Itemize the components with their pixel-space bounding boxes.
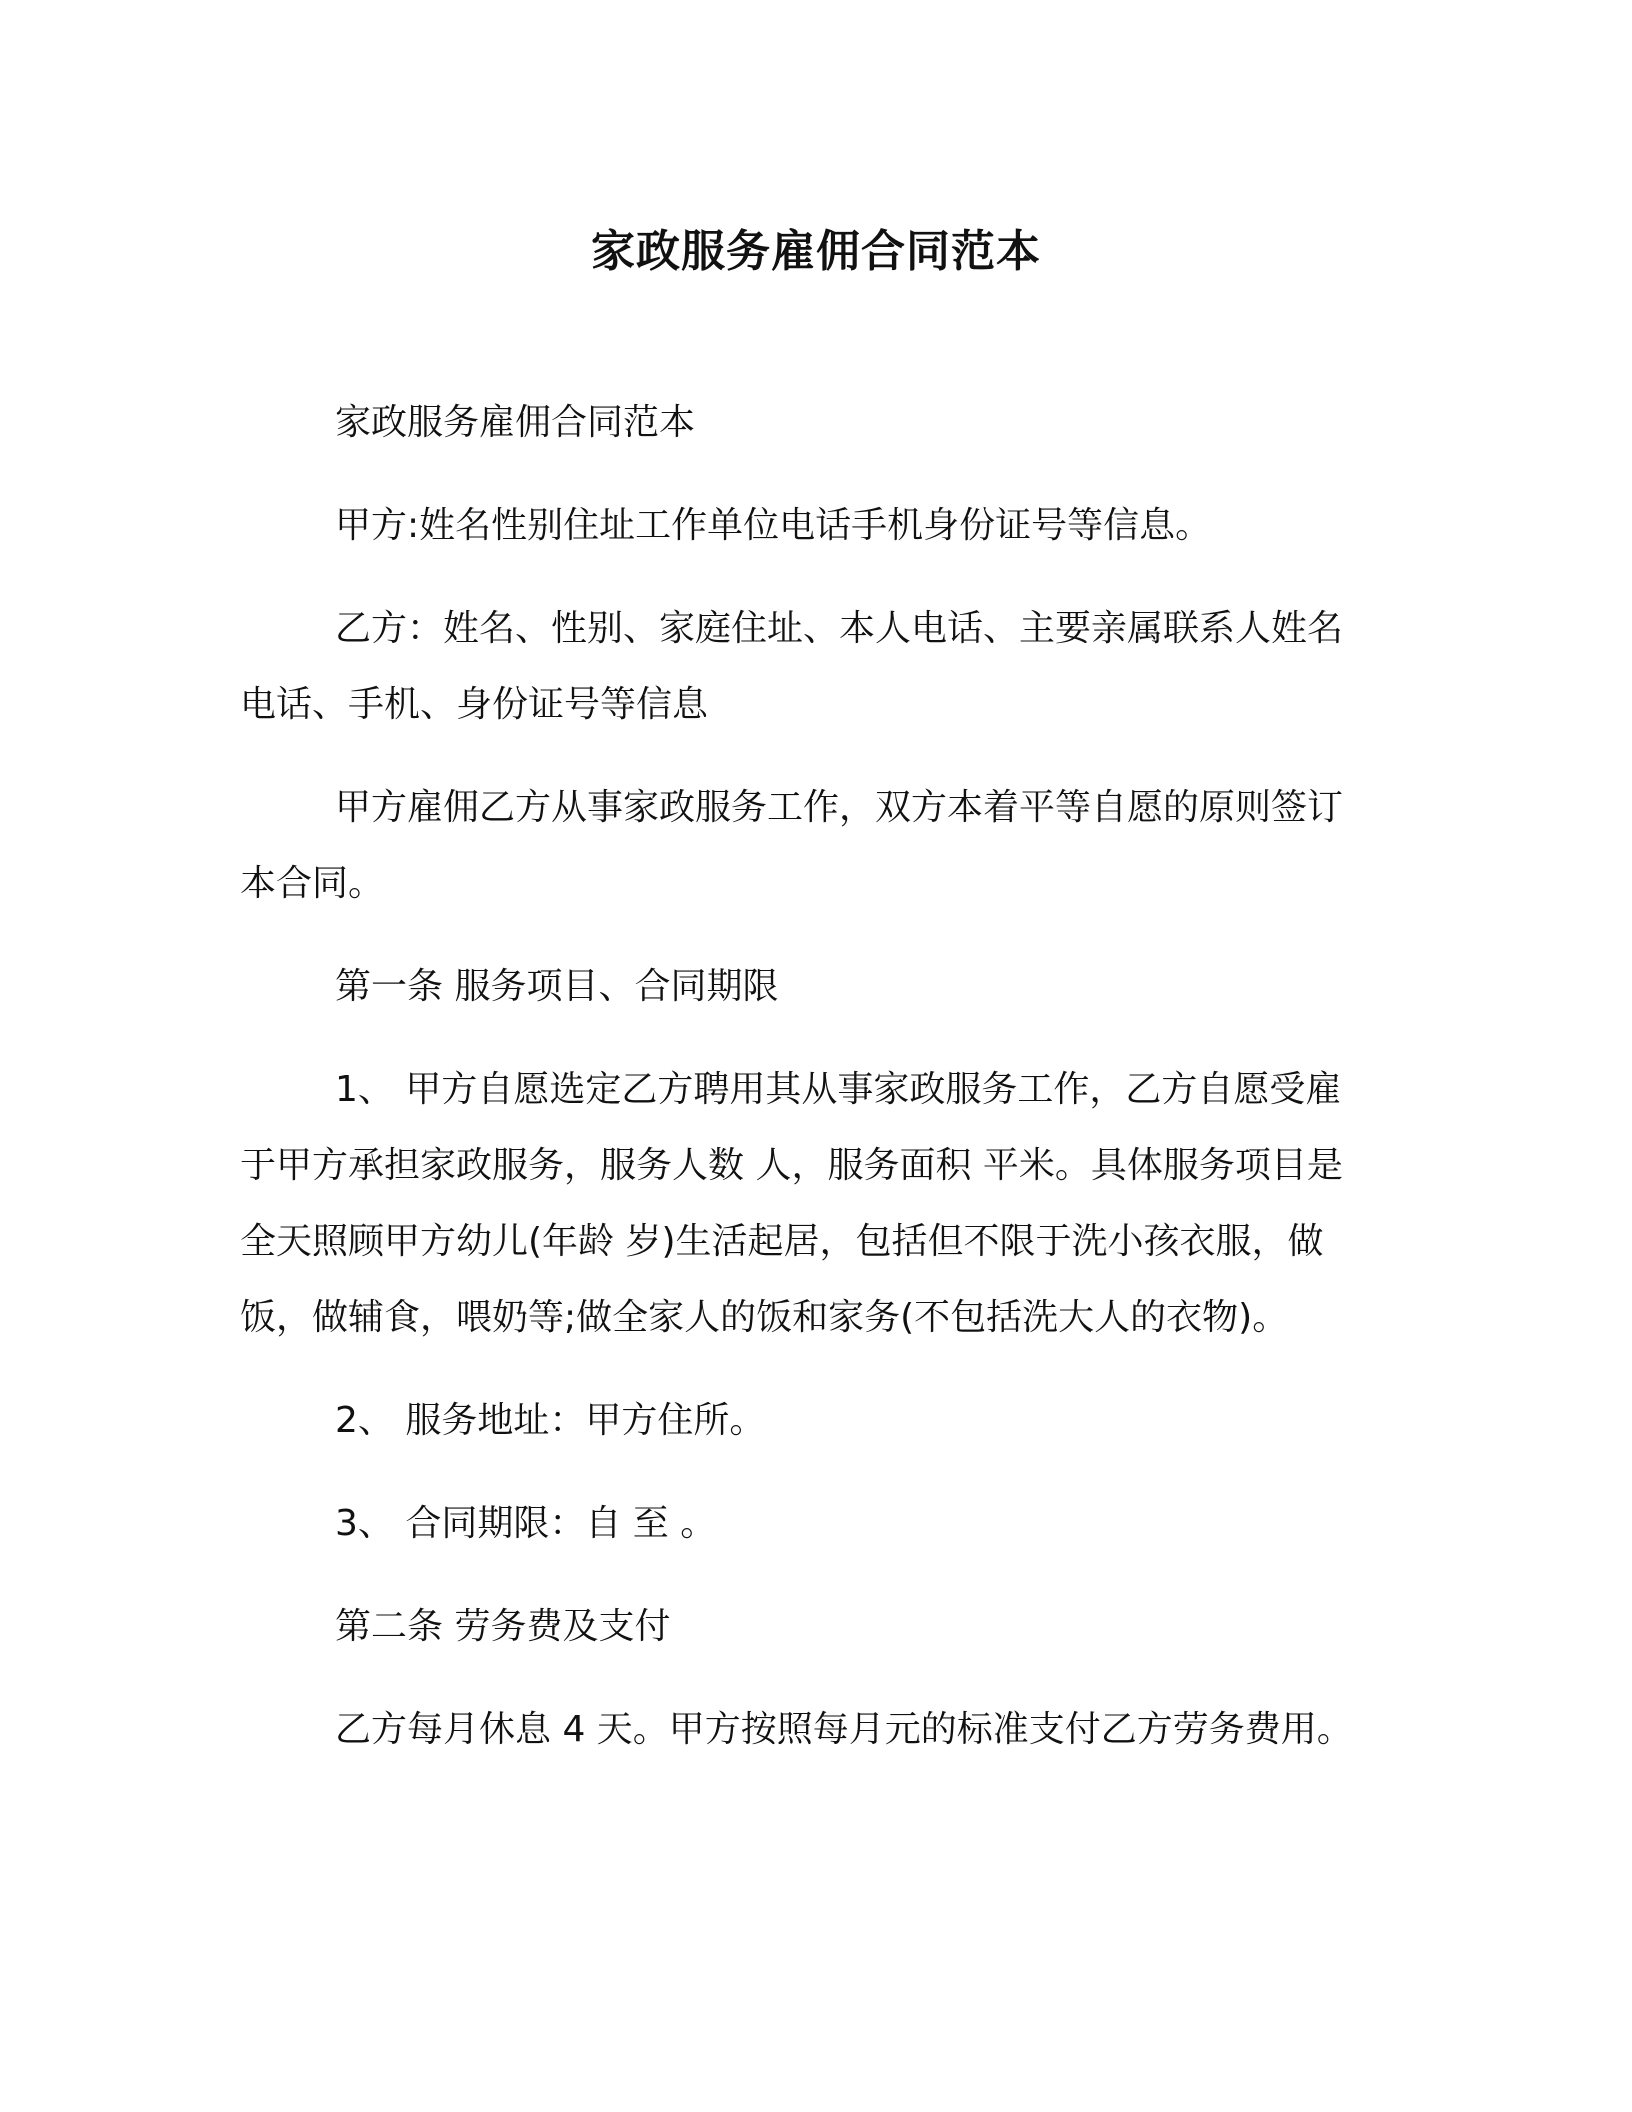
paragraph-article-2-payment: 乙方每月休息 4 天。甲方按照每月元的标准支付乙方劳务费用。 [335, 1709, 1353, 1750]
paragraph-article-1-item-3: 3、 合同期限：自 至 。 [335, 1503, 717, 1544]
paragraph-article-2-heading: 第二条 劳务费及支付 [335, 1606, 671, 1647]
document-title: 家政服务雇佣合同范本 [591, 226, 1041, 277]
paragraph-party-a: 甲方:姓名性别住址工作单位电话手机身份证号等信息。 [335, 505, 1212, 546]
document-body [240, 385, 1372, 1795]
paragraph-agreement: 甲方雇佣乙方从事家政服务工作，双方本着平等自愿的原则签订本合同。 [240, 787, 1344, 904]
paragraph-article-1-item-1: 1、 甲方自愿选定乙方聘用其从事家政服务工作，乙方自愿受雇于甲方承担家政服务，服务人数 人，服务面积 平米。具体服务项目是全天照顾甲方幼儿(年龄 岁)生活起居，包括但不限于洗小孩衣服，做饭，做辅食，喂奶等;做全家人的饭和家务(不包括洗大人的衣物)。 [240, 1069, 1343, 1338]
paragraph-subtitle: 家政服务雇佣合同范本 [335, 402, 696, 443]
paragraph-party-b: 乙方：姓名、性别、家庭住址、本人电话、主要亲属联系人姓名电话、手机、身份证号等信息 [240, 608, 1344, 725]
paragraph-article-1-heading: 第一条 服务项目、合同期限 [335, 966, 779, 1007]
paragraph-article-1-item-2: 2、 服务地址：甲方住所。 [335, 1400, 766, 1441]
